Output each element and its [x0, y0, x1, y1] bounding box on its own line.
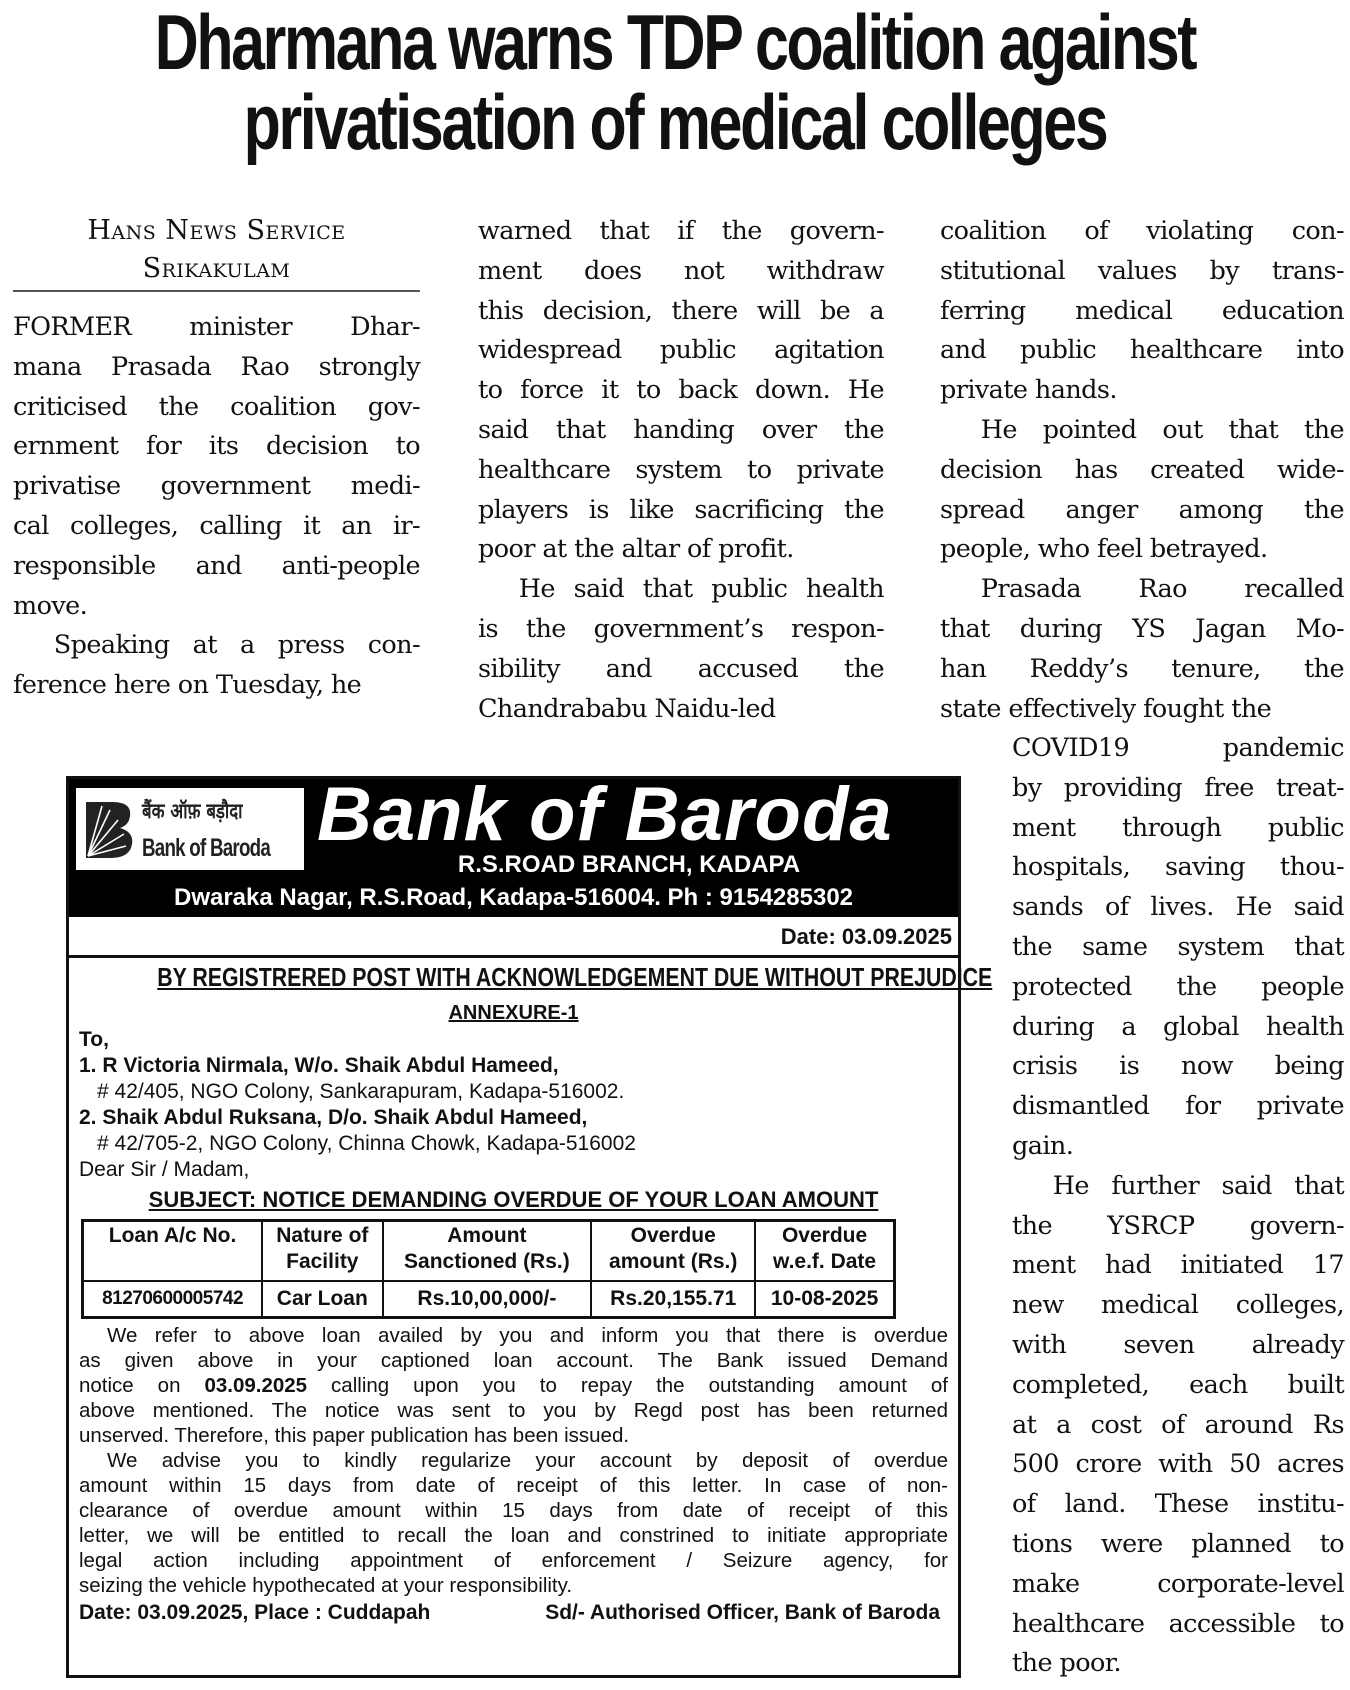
recipient-1-name: 1. R Victoria Nirmala, W/o. Shaik Abdul Hameed, — [79, 1054, 559, 1077]
article-line: ferring medical education — [940, 295, 1344, 326]
branch-name: R.S.ROAD BRANCH, KADAPA — [457, 851, 801, 878]
article-column-3 — [940, 212, 1344, 729]
article-line: tions were planned to — [1012, 1528, 1344, 1559]
article-line: decision has created wide- — [940, 454, 1344, 485]
byline — [13, 212, 420, 288]
to-label: To, — [79, 1028, 109, 1051]
article-line: completed, each built — [1012, 1369, 1344, 1400]
para1-line: above mentioned. The notice was sent to you by Regd post has been returned — [79, 1399, 948, 1422]
bank-name: Bank of Baroda — [317, 779, 893, 857]
article-line: han Reddy’s tenure, the — [940, 653, 1344, 684]
para2-line: seizing the vehicle hypothecated at your responsibility. — [79, 1574, 573, 1597]
header-overdue-date: Overdue w.e.f. Date — [755, 1221, 894, 1282]
article-line: by providing free treat- — [1012, 772, 1344, 803]
article-paragraph — [940, 212, 1344, 411]
article-line: 500 crore with 50 acres — [1012, 1449, 1344, 1480]
article-column-2 — [478, 212, 884, 729]
article-line: ment through public — [1012, 812, 1344, 843]
article-line: warned that if the govern- — [478, 216, 884, 246]
article-line: sibility and accused the — [478, 653, 884, 684]
para1-line: as given above in your captioned loan account. The Bank issued Demand — [79, 1349, 948, 1372]
article-line: criticised the coalition gov- — [13, 391, 420, 422]
article-line: crisis is now being — [1012, 1051, 1344, 1082]
cell-amount-sanctioned: Rs.10,00,000/- — [383, 1281, 592, 1318]
article-line: coalition of violating con- — [940, 216, 1344, 246]
para2-line: amount within 15 days from date of receipt of this letter. In case of non- — [79, 1474, 948, 1497]
para1-line: notice on 03.09.2025 calling upon you to repay the outstanding amount of — [79, 1374, 948, 1397]
annexure-label: ANNEXURE-1 — [448, 1002, 579, 1024]
article-line: He further said that — [1052, 1170, 1344, 1201]
recipient-1-address: # 42/405, NGO Colony, Sankarapuram, Kadapa-516002. — [97, 1080, 625, 1103]
article-line: at a cost of around Rs — [1012, 1409, 1344, 1440]
notice-date: Date: 03.09.2025 — [69, 917, 958, 958]
article-line: Speaking at a press con- — [53, 630, 420, 661]
article-line: with seven already — [1012, 1329, 1344, 1360]
bank-logo — [76, 788, 304, 870]
article-line: people, who feel betrayed. — [940, 534, 1268, 565]
header-amount-sanctioned: Amount Sanctioned (Rs.) — [383, 1221, 592, 1282]
logo-english-text: Bank of Baroda — [142, 834, 271, 862]
article-line: COVID19 pandemic — [1012, 733, 1344, 763]
footer-signature: Sd/- Authorised Officer, Bank of Baroda — [545, 1601, 940, 1624]
byline-place: Srikakulam — [142, 253, 291, 284]
header-overdue-amount: Overdue amount (Rs.) — [591, 1221, 755, 1282]
article-line: poor at the altar of profit. — [478, 534, 794, 565]
notice-footer — [79, 1598, 948, 1628]
article-line: this decision, there will be a — [478, 295, 884, 326]
article-line: FORMER minister Dhar- — [13, 312, 420, 342]
article-line: mana Prasada Rao strongly — [13, 351, 420, 382]
article-line: move. — [13, 590, 88, 621]
article-line: sands of lives. He said — [1012, 892, 1344, 923]
notice-paragraph-1 — [79, 1323, 948, 1448]
cell-overdue-date: 10-08-2025 — [755, 1281, 894, 1318]
article-line: dismantled for private — [1012, 1091, 1344, 1122]
article-line: widespread public agitation — [478, 335, 884, 366]
bank-notice-advertisement — [66, 776, 993, 1678]
article-line: protected the people — [1012, 971, 1344, 1002]
article-line: responsible and anti-people — [13, 550, 420, 581]
article-paragraph — [940, 411, 1344, 570]
article-line: gain. — [1012, 1130, 1074, 1161]
article-line: make corporate-level — [1012, 1568, 1344, 1599]
article-paragraph — [478, 212, 884, 570]
para2-line: We advise you to kindly regularize your account by deposit of overdue — [107, 1449, 948, 1472]
article-paragraph — [1012, 729, 1344, 1167]
article-line: the same system that — [1012, 931, 1344, 962]
article-line: ment had initiated 17 — [1012, 1250, 1344, 1281]
article-line: that during YS Jagan Mo- — [940, 613, 1344, 644]
article-paragraph — [940, 570, 1344, 729]
article-line: new medical colleges, — [1012, 1290, 1344, 1321]
salutation: Dear Sir / Madam, — [79, 1158, 250, 1181]
article-line: spread anger among the — [940, 494, 1344, 525]
article-line: ference here on Tuesday, he — [13, 670, 362, 701]
article-line: to force it to back down. He — [478, 375, 884, 406]
headline-line-1: Dharmana warns TDP coalition against — [154, 0, 1196, 86]
loan-table-header-row — [83, 1221, 895, 1282]
bank-of-baroda-logo-icon — [82, 798, 136, 860]
article-line: cal colleges, calling it an ir- — [13, 510, 420, 541]
article-paragraph — [1012, 1167, 1344, 1684]
article-line: private hands. — [940, 375, 1117, 406]
article-line: the YSRCP govern- — [1012, 1210, 1344, 1241]
footer-date-place: Date: 03.09.2025, Place : Cuddapah — [79, 1601, 431, 1624]
loan-table — [81, 1219, 896, 1319]
article-paragraph — [478, 570, 884, 729]
notice-subject: SUBJECT: NOTICE DEMANDING OVERDUE OF YOUR LOAN AMOUNT — [148, 1187, 879, 1212]
article-column-3-continued — [1012, 729, 1344, 1684]
article-line: during a global health — [1012, 1011, 1344, 1042]
bank-header — [69, 779, 958, 917]
article-line: state effectively fought the — [940, 693, 1272, 724]
registered-post-line: BY REGISTRERED POST WITH ACKNOWLEDGEMENT DUE WITHOUT PREJUDICE — [157, 962, 993, 992]
para2-line: clearance of overdue amount within 15 days from date of receipt of this — [79, 1499, 948, 1522]
cell-facility: Car Loan — [262, 1281, 382, 1318]
branch-address: Dwaraka Nagar, R.S.Road, Kadapa-516004. Ph : 9154285302 — [173, 884, 854, 911]
article-paragraph — [13, 626, 420, 706]
cell-loan-account: 81270600005742 — [83, 1281, 263, 1318]
byline-divider — [13, 290, 420, 292]
para2-line: legal action including appointment of enforcement / Seizure agency, for — [79, 1549, 948, 1572]
article-line: the poor. — [1012, 1648, 1121, 1679]
para1-line: unserved. Therefore, this paper publication has been issued. — [79, 1424, 630, 1447]
article-line: healthcare accessible to — [1012, 1608, 1344, 1639]
loan-table-row — [83, 1281, 895, 1318]
para2-line: letter, we will be entitled to recall the loan and constrined to initiate appropriate — [79, 1524, 948, 1547]
article-line: said that handing over the — [478, 414, 884, 445]
article-column-1 — [13, 212, 420, 706]
byline-agency: Hans News Service — [87, 215, 346, 246]
recipient-2-name: 2. Shaik Abdul Ruksana, D/o. Shaik Abdul Hameed, — [79, 1106, 588, 1129]
para1-line: We refer to above loan availed by you and inform you that there is overdue — [107, 1324, 948, 1347]
article-line: players is like sacrificing the — [478, 494, 884, 525]
headline-line-2: privatisation of medical colleges — [243, 78, 1107, 166]
demand-notice-date: 03.09.2025 — [204, 1374, 308, 1397]
article-line: Chandrababu Naidu-led — [478, 693, 776, 724]
article-paragraph — [13, 308, 420, 626]
article-line: healthcare system to private — [478, 454, 884, 485]
article-line: Prasada Rao recalled — [980, 574, 1344, 605]
header-nature-of-facility: Nature of Facility — [262, 1221, 382, 1282]
article-line: hospitals, saving thou- — [1012, 852, 1344, 883]
article-line: He said that public health — [518, 574, 884, 605]
recipient-2-address: # 42/705-2, NGO Colony, Chinna Chowk, Kadapa-516002 — [97, 1132, 636, 1155]
article-line: privatise government medi- — [13, 471, 420, 502]
header-loan-account: Loan A/c No. — [83, 1221, 263, 1282]
notice-paragraph-2 — [79, 1448, 948, 1598]
logo-hindi-text: बैंक ऑफ़ बड़ौदा — [142, 799, 243, 823]
article-line: ment does not withdraw — [478, 255, 884, 286]
article-line: He pointed out that the — [980, 414, 1344, 445]
article-line: of land. These institu- — [1012, 1489, 1344, 1520]
cell-overdue-amount: Rs.20,155.71 — [591, 1281, 755, 1318]
article-line: stitutional values by trans- — [940, 255, 1344, 286]
headline — [149, 0, 1202, 166]
article-line: and public healthcare into — [940, 335, 1344, 366]
article-line: ernment for its decision to — [13, 431, 420, 462]
article-line: is the government’s respon- — [478, 613, 884, 644]
